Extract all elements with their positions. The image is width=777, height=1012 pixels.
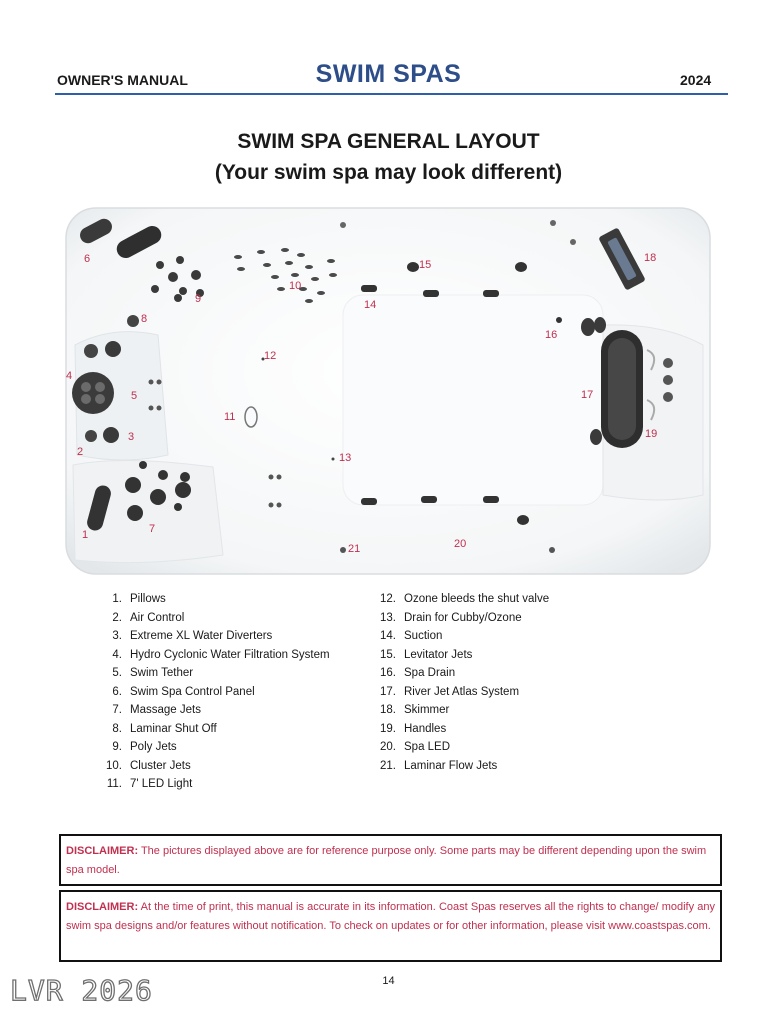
legend-item: 6. Swim Spa Control Panel (112, 685, 255, 698)
legend-item: 9. Poly Jets (112, 741, 177, 753)
disclaimer-box-2 (59, 890, 722, 962)
diagram-label: 5 (131, 390, 138, 402)
legend-item: 14. Suction (380, 630, 443, 642)
diagram-label: 21 (348, 543, 361, 555)
swim-spa-layout-diagram (63, 205, 713, 577)
diagram-label: 15 (419, 259, 432, 271)
page-title-line2: (Your swim spa may look different) (214, 161, 563, 184)
header-manual-label: OWNER'S MANUAL (57, 72, 188, 88)
disclaimer-box-1 (59, 834, 722, 886)
diagram-label: 1 (82, 529, 89, 541)
diagram-label: 2 (77, 446, 84, 458)
disclaimer-text: At the time of print, this manual is accurate in its information. Coast Spas reserves all the rights to change/ modify any swim spa designs and/or features without notification. To check on updates or for other information, please visit www.coastspas.com. (66, 901, 715, 932)
header-year: 2024 (680, 72, 712, 88)
diagram-label: 7 (149, 523, 156, 535)
legend-item: 11. 7' LED Light (106, 778, 193, 790)
legend-left (100, 590, 330, 794)
header-rule (55, 93, 728, 95)
legend-item: 7. Massage Jets (112, 704, 201, 716)
watermark: LVR 2026 (10, 974, 153, 1007)
legend-item: 20. Spa LED (380, 741, 451, 753)
legend-item: 15. Levitator Jets (380, 648, 473, 661)
legend-right (374, 590, 549, 775)
diagram-label: 4 (66, 370, 73, 382)
diagram-label: 3 (128, 431, 135, 443)
page-number: 14 (382, 975, 395, 987)
legend-item: 3. Extreme XL Water Diverters (112, 630, 273, 642)
diagram-label: 17 (581, 389, 594, 401)
legend-item: 5. Swim Tether (112, 667, 194, 679)
legend-item: 8. Laminar Shut Off (112, 722, 217, 735)
legend-item: 17. River Jet Atlas System (380, 685, 520, 698)
disclaimer-text: The pictures displayed above are for reference purpose only. Some parts may be different depending upon the swim spa model. (66, 845, 707, 876)
diagram-label: 16 (545, 329, 558, 341)
legend-item: 10. Cluster Jets (106, 759, 191, 772)
diagram-label: 10 (289, 280, 302, 292)
legend-item: 4. Hydro Cyclonic Water Filtration System (112, 648, 330, 661)
legend-item: 21. Laminar Flow Jets (380, 759, 498, 772)
diagram-label: 14 (364, 299, 377, 311)
legend-item: 13. Drain for Cubby/Ozone (380, 611, 522, 624)
header-title: SWIM SPAS (315, 60, 462, 88)
diagram-label: 6 (84, 253, 91, 265)
disclaimer-label: DISCLAIMER: (66, 901, 139, 913)
legend-item: 12. Ozone bleeds the shut valve (380, 593, 550, 605)
diagram-label: 12 (264, 350, 277, 362)
legend-item: 2. Air Control (112, 611, 185, 624)
disclaimer-label: DISCLAIMER: (66, 845, 139, 857)
swim-lane (343, 295, 603, 505)
diagram-label: 11 (224, 411, 236, 423)
page-title-line1: SWIM SPA GENERAL LAYOUT (237, 130, 540, 153)
filtration-cover (72, 372, 114, 414)
legend-item: 18. Skimmer (380, 704, 450, 716)
diagram-label: 9 (195, 293, 202, 305)
diagram-label: 19 (645, 428, 658, 440)
suction (361, 285, 377, 292)
diagram-label: 13 (339, 452, 352, 464)
diagram-label: 18 (644, 252, 657, 264)
legend-item: 16. Spa Drain (380, 667, 456, 679)
legend-item: 1. Pillows (112, 593, 166, 605)
diagram-label: 20 (454, 538, 467, 550)
legend-item: 19. Handles (380, 722, 447, 735)
page-title (0, 126, 777, 188)
diagram-label: 8 (141, 313, 148, 325)
